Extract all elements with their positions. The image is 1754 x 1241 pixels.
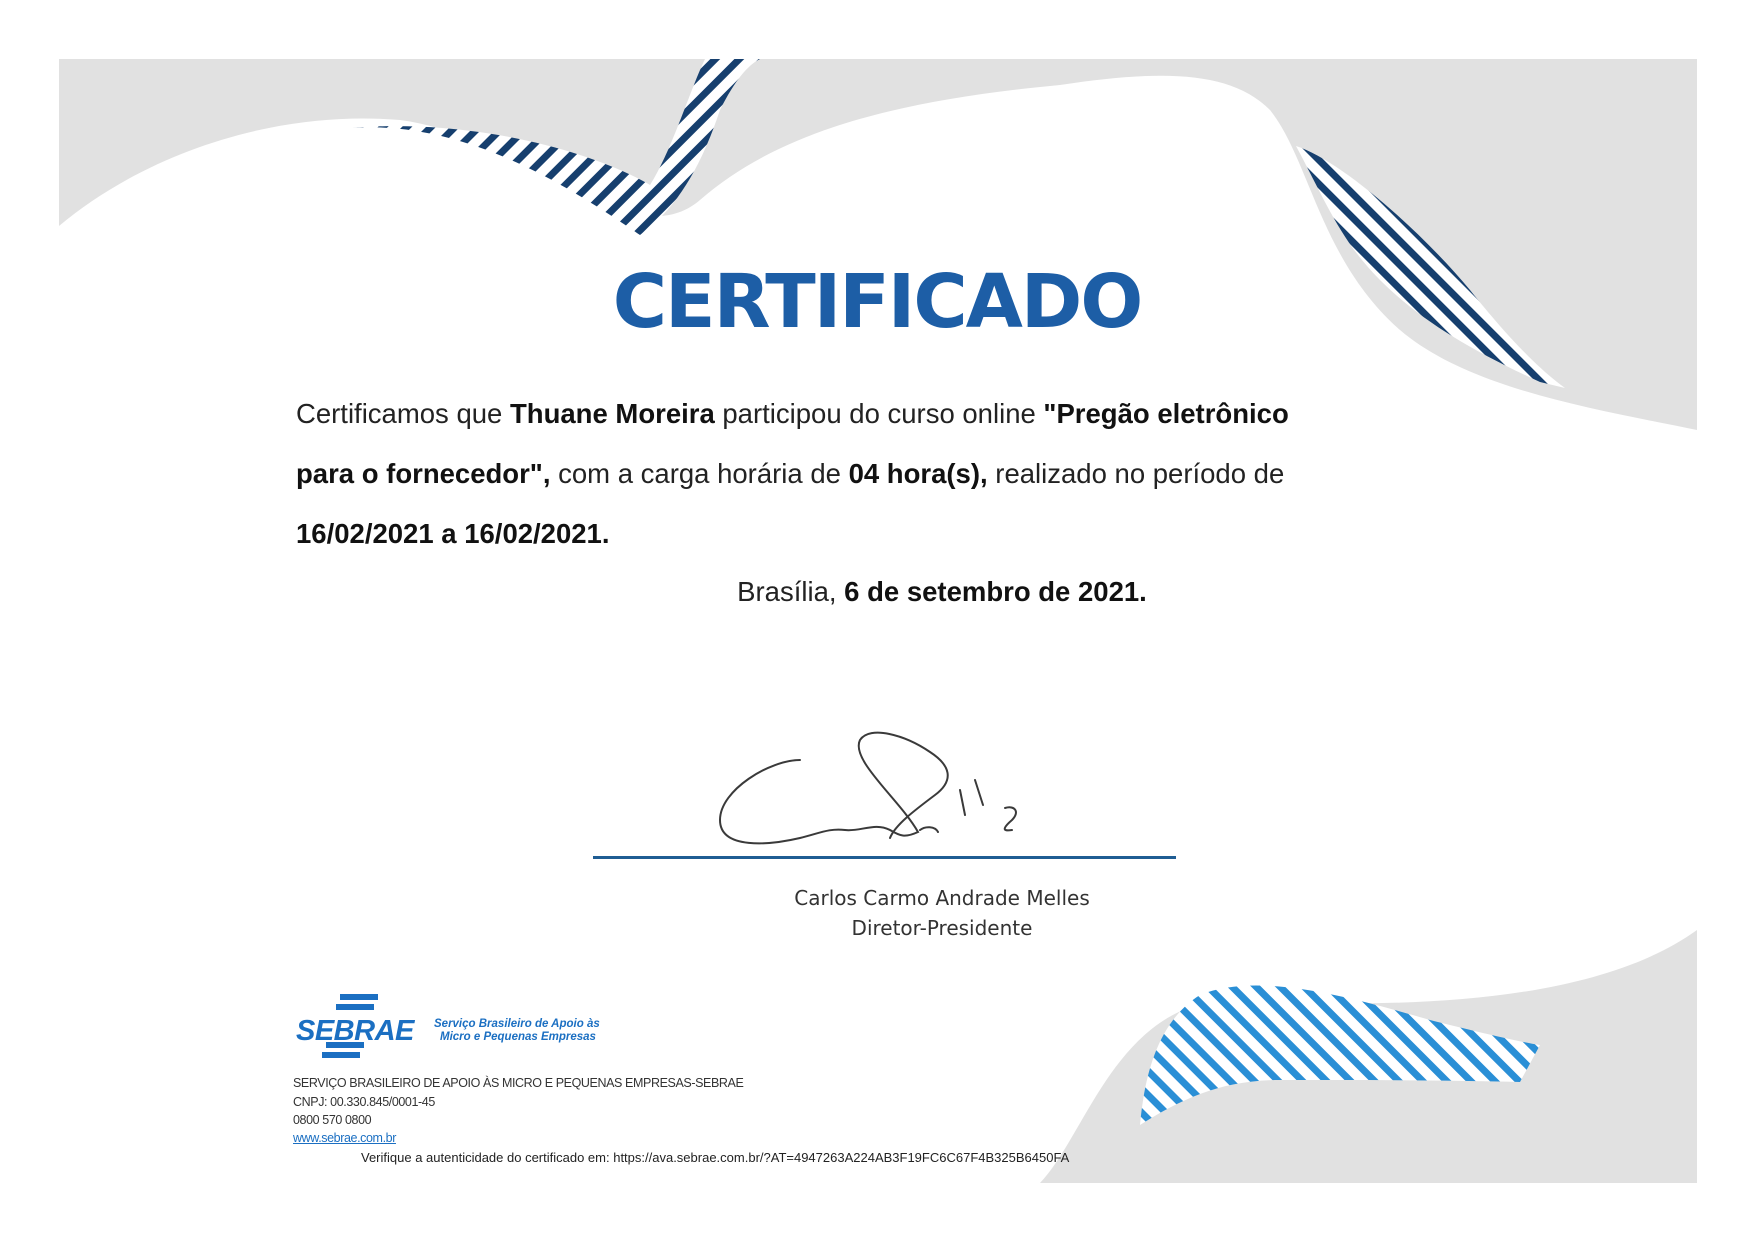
tagline-line-2: Micro e Pequenas Empresas xyxy=(440,1031,596,1043)
footer-website-link[interactable]: www.sebrae.com.br xyxy=(293,1131,396,1145)
place-and-date xyxy=(0,574,1754,610)
recipient-name: Thuane Moreira xyxy=(509,398,715,429)
signature-line xyxy=(593,856,1176,859)
footer-org-name: SERVIÇO BRASILEIRO DE APOIO ÀS MICRO E PEQUENAS EMPRESAS-SEBRAE xyxy=(293,1076,744,1090)
footer-phone: 0800 570 0800 xyxy=(293,1113,372,1127)
certificate-line-2 xyxy=(296,456,1476,492)
course-name-part-2: para o fornecedor", xyxy=(296,458,551,489)
intro-text: Certificamos que xyxy=(296,398,510,429)
certificate-line-3 xyxy=(296,516,1476,552)
period-intro-text: realizado no período de xyxy=(987,458,1285,489)
course-hours: 04 hora(s), xyxy=(848,458,988,489)
issue-place: Brasília, xyxy=(737,576,845,607)
footer-cnpj: CNPJ: 00.330.845/0001-45 xyxy=(293,1095,435,1109)
certificate-line-1 xyxy=(296,396,1476,432)
sebrae-logo-tagline xyxy=(434,1018,600,1044)
tagline-line-1: Serviço Brasileiro de Apoio às xyxy=(434,1018,600,1030)
course-period: 16/02/2021 a 16/02/2021. xyxy=(296,518,610,549)
signer-name: Carlos Carmo Andrade Melles xyxy=(794,886,1090,910)
issue-date: 6 de setembro de 2021. xyxy=(844,576,1147,607)
verification-note: Verifique a autenticidade do certificado em: https://ava.sebrae.com.br/?AT=4947263A224AB3F19FC6C67F4B325B6450FA xyxy=(361,1150,1070,1165)
sebrae-logo-wordmark: SEBRAE xyxy=(296,1015,414,1047)
participation-text: participou do curso online xyxy=(714,398,1044,429)
signer-role: Diretor-Presidente xyxy=(851,916,1033,940)
workload-text: com a carga horária de xyxy=(550,458,849,489)
course-name-part-1: "Pregão eletrônico xyxy=(1043,398,1289,429)
certificate-title: CERTIFICADO xyxy=(612,259,1142,345)
